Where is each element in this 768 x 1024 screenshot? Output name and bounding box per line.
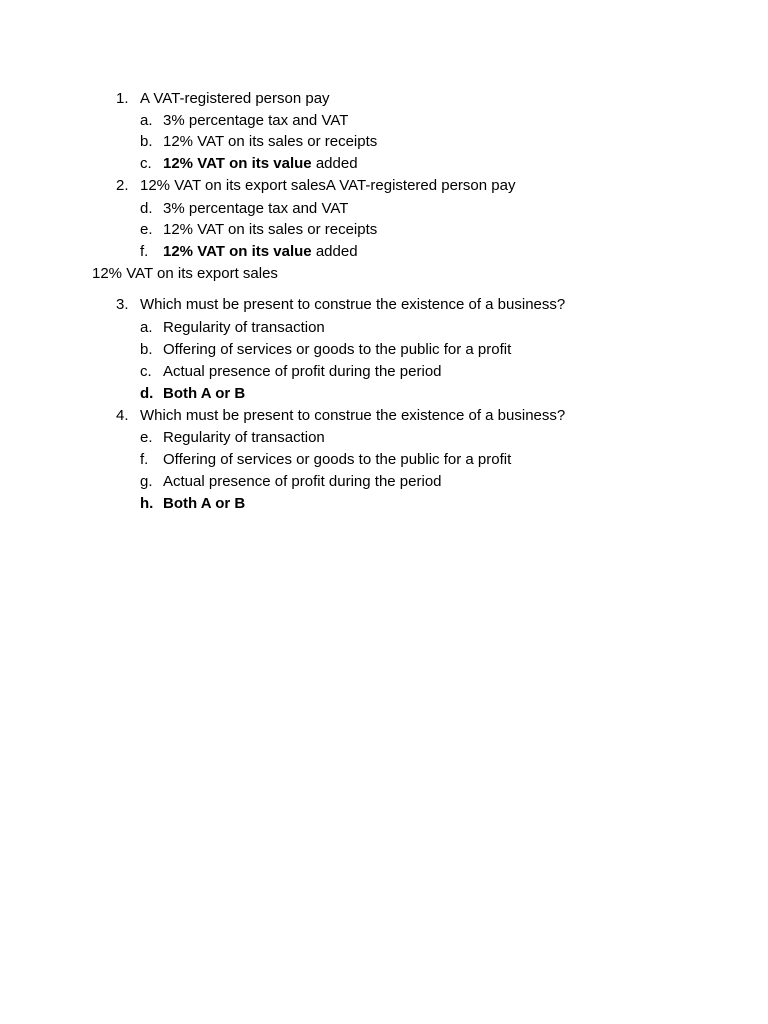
question-text: Which must be present to construe the existence of a business?	[140, 407, 566, 424]
question-1	[0, 88, 768, 110]
question-text: A VAT-registered person pay	[140, 90, 330, 107]
question-3	[0, 294, 768, 316]
option-item	[0, 198, 768, 220]
option-text: Both A or B	[163, 385, 246, 402]
option-letter: d.	[140, 200, 153, 217]
option-letter: f.	[140, 451, 149, 468]
option-letter: e.	[140, 221, 153, 238]
question-4	[0, 405, 768, 427]
option-text: 3% percentage tax and VAT	[163, 200, 349, 217]
option-item	[0, 449, 768, 471]
loose-text-line	[0, 263, 768, 285]
option-text: 12% VAT on its sales or receipts	[163, 133, 378, 150]
option-text: Regularity of transaction	[163, 429, 325, 446]
option-item	[0, 361, 768, 383]
option-item	[0, 427, 768, 449]
option-item	[0, 471, 768, 493]
option-text: Offering of services or goods to the public for a profit	[163, 451, 512, 468]
option-item	[0, 153, 768, 175]
option-letter: f.	[140, 243, 149, 260]
option-bold-text: 12% VAT on its value	[163, 155, 312, 172]
question-number: 4.	[116, 407, 129, 424]
option-item	[0, 110, 768, 132]
option-item	[0, 131, 768, 153]
question-number: 3.	[116, 296, 129, 313]
option-item	[0, 241, 768, 263]
option-text: 3% percentage tax and VAT	[163, 112, 349, 129]
option-item	[0, 339, 768, 361]
option-item	[0, 317, 768, 339]
option-letter: b.	[140, 133, 153, 150]
option-letter: b.	[140, 341, 153, 358]
option-text: Offering of services or goods to the public for a profit	[163, 341, 512, 358]
option-rest-text: added	[311, 155, 358, 172]
option-text: Actual presence of profit during the period	[163, 473, 442, 490]
option-text	[163, 153, 358, 175]
option-text: 12% VAT on its sales or receipts	[163, 221, 378, 238]
option-letter: c.	[140, 155, 152, 172]
option-text: Actual presence of profit during the period	[163, 363, 442, 380]
option-letter: c.	[140, 363, 152, 380]
question-2	[0, 175, 768, 197]
option-letter: a.	[140, 112, 153, 129]
option-text: Regularity of transaction	[163, 319, 325, 336]
question-text: 12% VAT on its export salesA VAT-registered person pay	[140, 177, 516, 194]
option-letter: d.	[140, 385, 154, 402]
option-rest-text: added	[311, 243, 358, 260]
option-letter: e.	[140, 429, 153, 446]
option-text	[163, 241, 358, 263]
option-letter: a.	[140, 319, 153, 336]
option-item	[0, 493, 768, 515]
loose-text: 12% VAT on its export sales	[92, 265, 278, 282]
option-letter: g.	[140, 473, 153, 490]
option-bold-text: 12% VAT on its value	[163, 243, 312, 260]
option-letter: h.	[140, 495, 154, 512]
option-item	[0, 383, 768, 405]
option-text: Both A or B	[163, 495, 246, 512]
question-text: Which must be present to construe the existence of a business?	[140, 296, 566, 313]
question-number: 2.	[116, 177, 129, 194]
option-item	[0, 219, 768, 241]
question-number: 1.	[116, 90, 129, 107]
